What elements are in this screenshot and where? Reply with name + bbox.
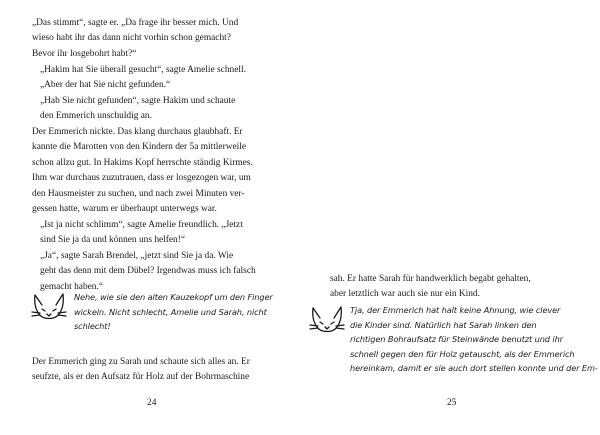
note-line: schnell gegen den für Holz getauscht, als der Emmerich <box>350 348 575 359</box>
text-line: „Ja“, sagte Sarah Brendel, „jetzt sind Sie ja da. Wie <box>40 251 234 261</box>
text-line: „Das stimmt“, sagte er. „Da frage ihr besser mich. Und <box>32 18 239 28</box>
text-line: sah. Er hatte Sarah für handwerklich begabt gehalten, <box>330 274 531 284</box>
text-line: seufzte, als er den Aufsatz für Holz auf der Bohrmaschine <box>32 372 250 383</box>
text-line: Ihm war durchaus zuzutrauen, dass er losgezogen war, um <box>32 173 251 184</box>
paragraph-right-1 <box>330 272 580 303</box>
paragraph-2 <box>40 63 272 94</box>
paragraph-4 <box>32 125 272 217</box>
text-line: sind Sie ja da und können uns helfen!“ <box>40 235 186 246</box>
note-line: Tja, der Emmerich hat halt keine Ahnung, wie clever <box>350 305 561 315</box>
text-line: schon allzu gut. In Hakims Kopf herrschte ständig Kirmes. <box>32 157 253 168</box>
cat-face-icon <box>308 303 346 339</box>
paragraph-5 <box>40 218 272 249</box>
paragraph-3 <box>40 94 272 125</box>
text-line: „Hakim hat Sie überall gesucht“, sagte Amelie schnell. <box>40 65 246 75</box>
note-line: Nehe, wie sie den alten Kauzekopf um den Finger <box>74 292 273 302</box>
text-line: gessen hatte, warum er überhaupt unterwegs war. <box>32 204 217 215</box>
cat-face-icon <box>30 290 68 326</box>
text-line: aber letztlich war auch sie nur ein Kind. <box>330 289 480 300</box>
text-line: kannte die Marotten von den Kindern der 5a mittlerweile <box>32 142 246 153</box>
text-line: Der Emmerich ging zu Sarah und schaute sich alles an. Er <box>32 357 250 367</box>
paragraph-1 <box>32 16 272 62</box>
page-number-right: 25 <box>447 398 457 408</box>
text-line: „Aber der hat Sie nicht gefunden.“ <box>40 80 171 91</box>
note-line: wickeln. Nicht schlecht, Amelie und Sarah, nicht <box>74 306 267 317</box>
text-line: wieso habt ihr das dann nicht vorhin schon gemacht? <box>32 33 231 44</box>
note-line: die Kinder sind. Natürlich hat Sarah linken den <box>350 319 537 330</box>
text-line: den Hausmeister zu suchen, und nach zwei Minuten ver- <box>32 188 245 199</box>
paragraph-6 <box>40 249 272 295</box>
page-number-left: 24 <box>147 398 157 408</box>
text-line: „Ist ja nicht schlimm“, sagte Amelie freundlich. „Jetzt <box>40 220 243 230</box>
text-line: den Emmerich unschuldig an. <box>40 111 152 122</box>
cat-note <box>74 290 284 334</box>
paragraph-7 <box>32 355 272 386</box>
text-line: „Hab Sie nicht gefunden“, sagte Hakim und schaute <box>40 96 236 106</box>
note-line: schlecht! <box>74 321 111 331</box>
text-line: gemacht haben.“ <box>40 281 103 292</box>
right-page <box>300 0 600 435</box>
text-line: geht das denn mit dem Dübel? Irgendwas muss ich falsch <box>40 266 256 277</box>
text-line: Bevor ihr losgebohrt habt?“ <box>32 48 137 59</box>
note-line: richtigen Bohraufsatz für Steinwände benutzt und ihr <box>350 334 563 344</box>
note-line: hereinkam, damit er sie auch dort stellen konnte und der Em- <box>350 363 598 373</box>
text-line: Der Emmerich nickte. Das klang durchaus glaubhaft. Er <box>32 127 243 137</box>
cat-note-right <box>350 303 598 376</box>
